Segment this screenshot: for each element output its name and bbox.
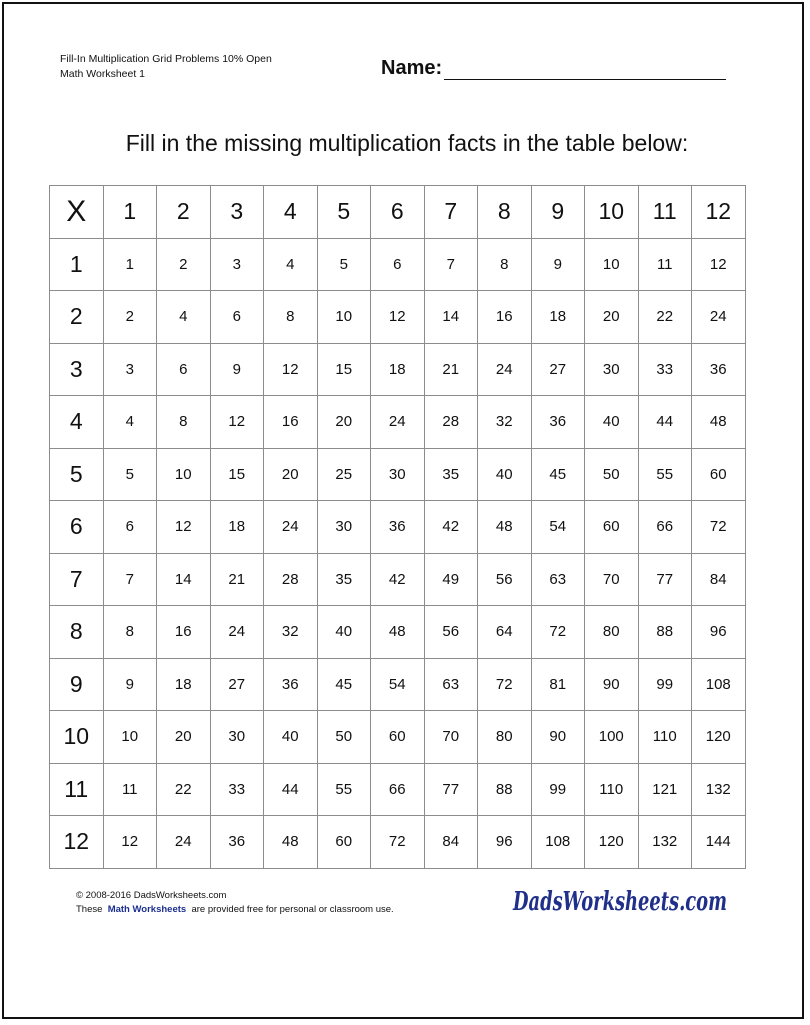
grid-cell[interactable]: 64 <box>478 606 532 659</box>
grid-cell[interactable]: 21 <box>210 553 264 606</box>
grid-cell[interactable]: 96 <box>478 816 532 869</box>
grid-cell[interactable]: 6 <box>210 291 264 344</box>
grid-cell[interactable]: 36 <box>371 501 425 554</box>
grid-column-header: 1 <box>103 186 157 239</box>
grid-cell[interactable]: 66 <box>638 501 692 554</box>
grid-corner-x: X <box>50 186 104 239</box>
grid-cell[interactable]: 77 <box>424 763 478 816</box>
grid-cell[interactable]: 40 <box>585 396 639 449</box>
grid-cell[interactable]: 3 <box>103 343 157 396</box>
grid-row-header: 10 <box>50 711 104 764</box>
grid-cell[interactable]: 120 <box>692 711 746 764</box>
grid-cell[interactable]: 84 <box>692 553 746 606</box>
grid-cell[interactable]: 18 <box>371 343 425 396</box>
grid-row-header: 11 <box>50 763 104 816</box>
grid-row-header: 1 <box>50 238 104 291</box>
grid-cell[interactable]: 72 <box>478 658 532 711</box>
grid-cell[interactable]: 16 <box>157 606 211 659</box>
grid-cell[interactable]: 25 <box>317 448 371 501</box>
grid-cell[interactable]: 45 <box>317 658 371 711</box>
grid-cell[interactable]: 11 <box>638 238 692 291</box>
grid-cell[interactable]: 66 <box>371 763 425 816</box>
grid-cell[interactable]: 11 <box>103 763 157 816</box>
grid-cell[interactable]: 33 <box>638 343 692 396</box>
grid-cell[interactable]: 32 <box>478 396 532 449</box>
grid-row <box>50 238 746 291</box>
grid-cell[interactable]: 60 <box>317 816 371 869</box>
logo-wordmark: DadsWorksheets.com <box>512 887 727 917</box>
name-blank-line[interactable] <box>444 61 726 80</box>
grid-row <box>50 343 746 396</box>
grid-column-header: 3 <box>210 186 264 239</box>
grid-row-header: 2 <box>50 291 104 344</box>
grid-cell[interactable]: 20 <box>585 291 639 344</box>
grid-row-header: 7 <box>50 553 104 606</box>
grid-cell[interactable]: 16 <box>264 396 318 449</box>
footer-suffix: are provided free for personal or classroom use. <box>191 904 394 915</box>
grid-cell[interactable]: 4 <box>264 238 318 291</box>
grid-cell[interactable]: 88 <box>478 763 532 816</box>
grid-cell[interactable]: 5 <box>103 448 157 501</box>
grid-cell[interactable]: 48 <box>264 816 318 869</box>
grid-cell[interactable]: 63 <box>531 553 585 606</box>
grid-cell[interactable]: 28 <box>424 396 478 449</box>
grid-cell[interactable]: 6 <box>371 238 425 291</box>
grid-cell[interactable]: 88 <box>638 606 692 659</box>
grid-cell[interactable]: 36 <box>531 396 585 449</box>
grid-cell[interactable]: 55 <box>317 763 371 816</box>
grid-cell[interactable]: 10 <box>103 711 157 764</box>
grid-cell[interactable]: 22 <box>157 763 211 816</box>
grid-cell[interactable]: 24 <box>210 606 264 659</box>
grid-cell[interactable]: 63 <box>424 658 478 711</box>
grid-cell[interactable]: 12 <box>210 396 264 449</box>
grid-cell[interactable]: 4 <box>103 396 157 449</box>
grid-column-header: 5 <box>317 186 371 239</box>
grid-row <box>50 711 746 764</box>
grid-row-header: 5 <box>50 448 104 501</box>
worksheet-title: Fill-In Multiplication Grid Problems 10% Open <box>60 53 272 65</box>
grid-cell[interactable]: 8 <box>264 291 318 344</box>
grid-cell[interactable]: 40 <box>317 606 371 659</box>
grid-cell[interactable]: 54 <box>371 658 425 711</box>
footer-prefix: These <box>76 904 103 915</box>
grid-cell[interactable]: 70 <box>424 711 478 764</box>
grid-cell[interactable]: 2 <box>103 291 157 344</box>
multiplication-grid <box>49 185 746 869</box>
grid-row <box>50 763 746 816</box>
grid-column-header: 10 <box>585 186 639 239</box>
grid-row <box>50 291 746 344</box>
grid-cell[interactable]: 56 <box>478 553 532 606</box>
grid-row <box>50 606 746 659</box>
grid-cell[interactable]: 70 <box>585 553 639 606</box>
grid-column-header: 9 <box>531 186 585 239</box>
grid-cell[interactable]: 30 <box>585 343 639 396</box>
grid-cell[interactable]: 72 <box>371 816 425 869</box>
grid-cell[interactable]: 108 <box>531 816 585 869</box>
grid-cell[interactable]: 40 <box>264 711 318 764</box>
grid-cell[interactable]: 12 <box>371 291 425 344</box>
grid-cell[interactable]: 50 <box>585 448 639 501</box>
grid-cell[interactable]: 9 <box>210 343 264 396</box>
grid-header-row <box>50 186 746 239</box>
worksheet-header-info <box>60 52 272 82</box>
grid-cell[interactable]: 90 <box>531 711 585 764</box>
grid-cell[interactable]: 20 <box>157 711 211 764</box>
grid-cell[interactable]: 35 <box>317 553 371 606</box>
grid-cell[interactable]: 10 <box>585 238 639 291</box>
grid-cell[interactable]: 5 <box>317 238 371 291</box>
grid-cell[interactable]: 28 <box>264 553 318 606</box>
grid-cell[interactable]: 15 <box>317 343 371 396</box>
grid-cell[interactable]: 24 <box>157 816 211 869</box>
grid-cell[interactable]: 24 <box>478 343 532 396</box>
grid-cell[interactable]: 8 <box>157 396 211 449</box>
grid-cell[interactable]: 12 <box>692 238 746 291</box>
grid-cell[interactable]: 50 <box>317 711 371 764</box>
grid-cell[interactable]: 30 <box>210 711 264 764</box>
grid-cell[interactable]: 18 <box>531 291 585 344</box>
worksheet-page <box>2 2 804 1019</box>
grid-cell[interactable]: 44 <box>638 396 692 449</box>
grid-row <box>50 816 746 869</box>
grid-cell[interactable]: 9 <box>531 238 585 291</box>
grid-cell[interactable]: 110 <box>638 711 692 764</box>
grid-cell[interactable]: 22 <box>638 291 692 344</box>
grid-cell[interactable]: 84 <box>424 816 478 869</box>
grid-cell[interactable]: 12 <box>157 501 211 554</box>
grid-cell[interactable]: 27 <box>210 658 264 711</box>
grid-cell[interactable]: 8 <box>478 238 532 291</box>
grid-cell[interactable]: 24 <box>371 396 425 449</box>
grid-row-header: 12 <box>50 816 104 869</box>
grid-cell[interactable]: 48 <box>371 606 425 659</box>
grid-row-header: 9 <box>50 658 104 711</box>
grid-cell[interactable]: 2 <box>157 238 211 291</box>
grid-cell[interactable]: 80 <box>478 711 532 764</box>
grid-cell[interactable]: 33 <box>210 763 264 816</box>
grid-cell[interactable]: 54 <box>531 501 585 554</box>
grid-cell[interactable]: 96 <box>692 606 746 659</box>
grid-cell[interactable]: 14 <box>424 291 478 344</box>
grid-cell[interactable]: 18 <box>210 501 264 554</box>
grid-cell[interactable]: 3 <box>210 238 264 291</box>
name-field-group <box>381 57 726 80</box>
grid-cell[interactable]: 6 <box>157 343 211 396</box>
grid-cell[interactable]: 132 <box>638 816 692 869</box>
grid-cell[interactable]: 60 <box>585 501 639 554</box>
grid-cell[interactable]: 30 <box>317 501 371 554</box>
grid-cell[interactable]: 48 <box>692 396 746 449</box>
grid-cell[interactable]: 81 <box>531 658 585 711</box>
grid-column-header: 11 <box>638 186 692 239</box>
grid-cell[interactable]: 120 <box>585 816 639 869</box>
grid-cell[interactable]: 7 <box>103 553 157 606</box>
grid-cell[interactable]: 72 <box>531 606 585 659</box>
grid-row <box>50 501 746 554</box>
grid-cell[interactable]: 49 <box>424 553 478 606</box>
grid-cell[interactable]: 35 <box>424 448 478 501</box>
footer-usage-line <box>76 903 394 917</box>
grid-column-header: 8 <box>478 186 532 239</box>
worksheet-subtitle: Math Worksheet 1 <box>60 68 146 80</box>
footer-info <box>76 889 394 917</box>
grid-row <box>50 553 746 606</box>
grid-cell[interactable]: 121 <box>638 763 692 816</box>
grid-cell[interactable]: 77 <box>638 553 692 606</box>
grid-cell[interactable]: 72 <box>692 501 746 554</box>
grid-cell[interactable]: 99 <box>531 763 585 816</box>
grid-cell[interactable]: 42 <box>371 553 425 606</box>
grid-cell[interactable]: 15 <box>210 448 264 501</box>
grid-cell[interactable]: 12 <box>264 343 318 396</box>
grid-column-header: 7 <box>424 186 478 239</box>
grid-cell[interactable]: 44 <box>264 763 318 816</box>
grid-cell[interactable]: 7 <box>424 238 478 291</box>
grid-cell[interactable]: 36 <box>210 816 264 869</box>
grid-cell[interactable]: 16 <box>478 291 532 344</box>
grid-cell[interactable]: 42 <box>424 501 478 554</box>
grid-cell[interactable]: 18 <box>157 658 211 711</box>
grid-column-header: 6 <box>371 186 425 239</box>
grid-cell[interactable]: 132 <box>692 763 746 816</box>
grid-cell[interactable]: 24 <box>264 501 318 554</box>
grid-cell[interactable]: 144 <box>692 816 746 869</box>
grid-row-header: 6 <box>50 501 104 554</box>
grid-cell[interactable]: 45 <box>531 448 585 501</box>
grid-cell[interactable]: 6 <box>103 501 157 554</box>
grid-cell[interactable]: 8 <box>103 606 157 659</box>
grid-cell[interactable]: 30 <box>371 448 425 501</box>
grid-cell[interactable]: 90 <box>585 658 639 711</box>
grid-row <box>50 396 746 449</box>
grid-row-header: 8 <box>50 606 104 659</box>
grid-row <box>50 658 746 711</box>
grid-column-header: 2 <box>157 186 211 239</box>
grid-cell[interactable]: 32 <box>264 606 318 659</box>
grid-cell[interactable]: 60 <box>692 448 746 501</box>
grid-cell[interactable]: 56 <box>424 606 478 659</box>
grid-cell[interactable]: 36 <box>692 343 746 396</box>
copyright-text: © 2008-2016 DadsWorksheets.com <box>76 890 227 901</box>
grid-cell[interactable]: 80 <box>585 606 639 659</box>
grid-cell[interactable]: 100 <box>585 711 639 764</box>
grid-cell[interactable]: 21 <box>424 343 478 396</box>
grid-cell[interactable]: 27 <box>531 343 585 396</box>
grid-cell[interactable]: 14 <box>157 553 211 606</box>
grid-cell[interactable]: 12 <box>103 816 157 869</box>
grid-column-header: 12 <box>692 186 746 239</box>
grid-cell[interactable]: 10 <box>317 291 371 344</box>
grid-cell[interactable]: 108 <box>692 658 746 711</box>
grid-cell[interactable]: 1 <box>103 238 157 291</box>
grid-cell[interactable]: 20 <box>264 448 318 501</box>
grid-cell[interactable]: 55 <box>638 448 692 501</box>
grid-cell[interactable]: 9 <box>103 658 157 711</box>
dadsworksheets-logo[interactable] <box>511 882 729 918</box>
grid-cell[interactable]: 48 <box>478 501 532 554</box>
grid-cell[interactable]: 10 <box>157 448 211 501</box>
grid-row-header: 4 <box>50 396 104 449</box>
grid-cell[interactable]: 36 <box>264 658 318 711</box>
grid-row <box>50 448 746 501</box>
grid-cell[interactable]: 20 <box>317 396 371 449</box>
name-label: Name: <box>381 57 443 79</box>
grid-cell[interactable]: 40 <box>478 448 532 501</box>
math-worksheets-link[interactable]: Math Worksheets <box>107 904 187 915</box>
instructions: Fill in the missing multiplication facts in the table below: <box>125 130 689 156</box>
grid-column-header: 4 <box>264 186 318 239</box>
grid-cell[interactable]: 24 <box>692 291 746 344</box>
grid-cell[interactable]: 99 <box>638 658 692 711</box>
grid-cell[interactable]: 60 <box>371 711 425 764</box>
grid-cell[interactable]: 4 <box>157 291 211 344</box>
grid-row-header: 3 <box>50 343 104 396</box>
grid-cell[interactable]: 110 <box>585 763 639 816</box>
